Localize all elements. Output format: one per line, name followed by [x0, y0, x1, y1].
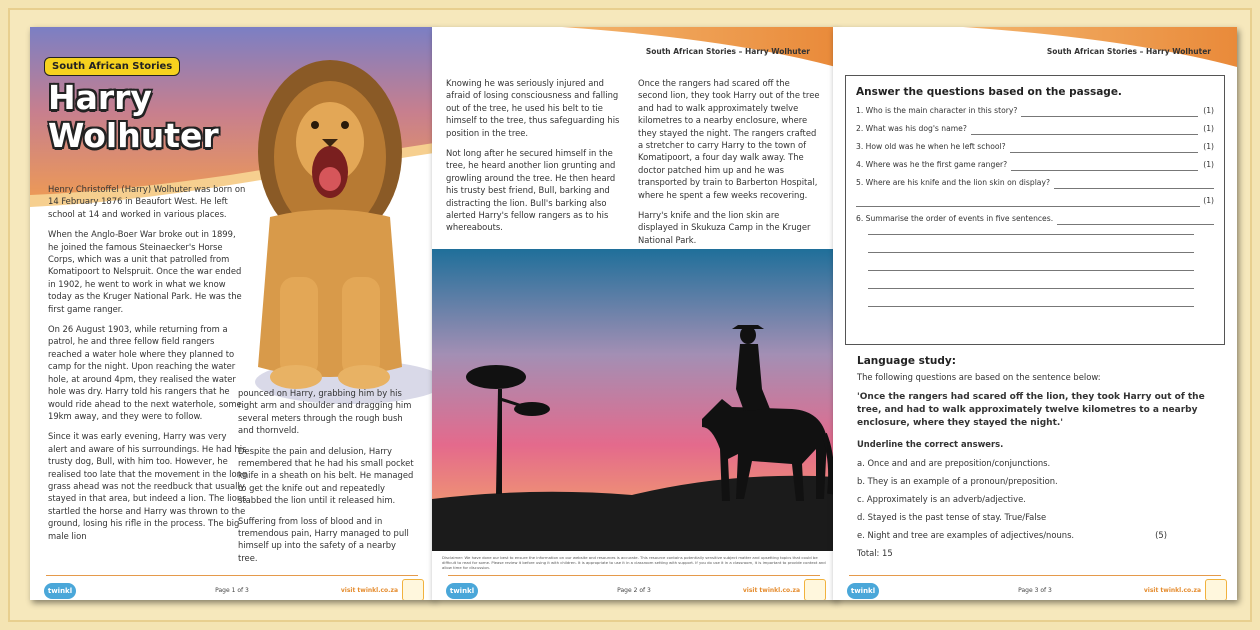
question-text: 1. Who is the main character in this story? [856, 106, 1018, 115]
quoted-sentence: 'Once the rangers had scared off the lion, they took Harry out of the tree, and had to walk approximately twelve kilometres to a nearby enclosure, where they stayed the night.' [857, 392, 1205, 429]
question-text: 2. What was his dog's name? [856, 124, 967, 133]
page-1-left-column [48, 183, 248, 550]
page-footer [833, 585, 1237, 600]
footer-rule [448, 575, 820, 576]
question-mark: (1) [1203, 106, 1214, 115]
question-item [856, 212, 1214, 230]
paragraph: Despite the pain and delusion, Harry remembered that he had his small pocket knife in a sheath on his belt. He managed to get the knife out and repeatedly stabbed the lion until it released him. [238, 445, 414, 506]
question-item [856, 140, 1214, 158]
footer-rule [849, 575, 1221, 576]
page-2-right-column [638, 77, 820, 254]
page-2-left-column [446, 77, 626, 242]
language-item-text: c. Approximately is an adverb/adjective. [857, 493, 1026, 504]
page-number: Page 3 of 3 [1018, 587, 1052, 594]
paragraph: On 26 August 1903, while returning from a patrol, he and three fellow field rangers reached a water hole where they planned to camp for the night. Upon reaching the water hole, at around 4pm, they realised the water hole was dry. Harry told his rangers that he would ride ahead to the next waterhole, some 19km away, and they were to follow. [48, 324, 242, 421]
question-text: 6. Summarise the order of events in five sentences. [856, 214, 1054, 223]
visit-link[interactable]: visit twinkl.co.za [340, 587, 398, 594]
language-item [857, 529, 1207, 547]
page-3 [833, 27, 1237, 600]
question-text: 3. How old was he when he left school? [856, 142, 1006, 151]
quality-badge-icon [804, 579, 826, 600]
question-mark: (1) [1203, 142, 1214, 151]
paragraph: Henry Christoffel (Harry) Wolhuter was born on 14 February 1876 in Beaufort West. He left school at 14 and worked in various places. [48, 184, 246, 219]
answer-rule[interactable] [1057, 224, 1214, 225]
visit-link[interactable]: visit twinkl.co.za [1143, 587, 1201, 594]
running-header: South African Stories – Harry Wolhuter [645, 47, 810, 56]
sunset-illustration [432, 249, 836, 551]
paragraph: Since it was early evening, Harry was very alert and aware of his surroundings. He had his trusty dog, Bull, with him too. However, he realised too late that the movement in the long grass ahead was not the reedbuck that usually stayed in that area, but indeed a lion. The lions startled the horse and Harry was thrown to the ground, losing his rifle in the process. The big male lion [48, 431, 248, 541]
visit-link[interactable]: visit twinkl.co.za [742, 587, 800, 594]
answer-rule[interactable] [1021, 116, 1198, 117]
language-item [857, 475, 1207, 493]
running-header: South African Stories – Harry Wolhuter [1046, 47, 1211, 56]
story-title [48, 79, 219, 155]
page-1 [30, 27, 434, 600]
paragraph: Once the rangers had scared off the second lion, they took Harry out of the tree and had to walk approximately twelve kilometres to a nearby enclosure, where they stayed the night. The rangers crafted a stretcher to carry Harry to the town of Komatipoort, a four day walk away. The doctor patched him up and he was transported by train to Barberton Hospital, where he spent a few weeks recovering. [638, 78, 820, 200]
questions-box [845, 75, 1225, 345]
language-study [857, 355, 1207, 559]
twinkl-logo[interactable]: twinkl [44, 583, 76, 599]
language-item-text: b. They is an example of a pronoun/preposition. [857, 475, 1058, 486]
paragraph: pounced on Harry, grabbing him by his right arm and shoulder and dragging him several meters through the rough bush and thornveld. [238, 388, 412, 436]
language-item [857, 457, 1207, 475]
page-2 [432, 27, 836, 600]
language-mark: (5) [1155, 529, 1167, 540]
quality-badge-icon [402, 579, 424, 600]
answer-line [868, 252, 1194, 253]
page-footer [432, 585, 836, 600]
paragraph: When the Anglo-Boer War broke out in 1899, he joined the famous Steinaecker's Horse Corps, which was a unit that patrolled from Komatipoort to Nelspruit. Once the war ended in 1902, he went to work in what we know today as the Kruger National Park. He was the first game ranger. [48, 229, 242, 314]
question-text: 5. Where are his knife and the lion skin on display? [856, 178, 1050, 187]
language-item-text: e. Night and tree are examples of adjectives/nouns. [857, 529, 1075, 540]
answer-line [868, 306, 1194, 307]
page-number: Page 1 of 3 [215, 587, 249, 594]
paragraph: Knowing he was seriously injured and afraid of losing consciousness and falling out of the tree, he used his belt to tie himself to the tree, thus safeguarding his position in the tree. [446, 78, 620, 138]
question-text: 4. Where was he the first game ranger? [856, 160, 1008, 169]
language-item [857, 511, 1207, 529]
question-item [856, 104, 1214, 122]
question-continuation [856, 194, 1214, 212]
twinkl-logo[interactable]: twinkl [446, 583, 478, 599]
answer-line [868, 288, 1194, 289]
footer-rule [46, 575, 418, 576]
answer-rule[interactable] [1010, 152, 1198, 153]
quality-badge-icon [1205, 579, 1227, 600]
page-1-right-column [238, 387, 414, 572]
answer-line [868, 270, 1194, 271]
paragraph: Not long after he secured himself in the tree, he heard another lion grunting and growling around the tree. He then heard his trusty best friend, Bull, barking and distracting the lion. Bull's barking also alerted Harry's fellow rangers as to his whereabouts. [446, 148, 616, 233]
lion-illustration [258, 60, 402, 389]
question-list [856, 104, 1214, 230]
questions-heading: Answer the questions based on the passage. [856, 86, 1122, 98]
answer-line [868, 234, 1194, 235]
language-intro: The following questions are based on the sentence below: [857, 372, 1101, 382]
page-number: Page 2 of 3 [617, 587, 651, 594]
total-marks: Total: 15 [857, 547, 893, 558]
question-mark: (1) [1203, 196, 1214, 205]
language-heading: Language study: [857, 355, 956, 367]
answer-rule[interactable] [971, 134, 1198, 135]
paragraph: Suffering from loss of blood and in tremendous pain, Harry managed to pull himself up into the safety of a nearby tree. [238, 515, 409, 563]
title-line-2: Wolhuter [48, 116, 219, 155]
language-item [857, 493, 1207, 511]
answer-rule[interactable] [1054, 188, 1214, 189]
series-badge: South African Stories [44, 57, 180, 76]
language-item-text: d. Stayed is the past tense of stay. True/False [857, 511, 1047, 522]
paragraph: Harry's knife and the lion skin are displayed in Skukuza Camp in the Kruger National Park. [638, 210, 811, 245]
disclaimer-text: Disclaimer: We have done our best to ensure the information on our website and resources is accurate. This resource contains potentially sensitive subject matter and upsetting topics that could be difficult to read for some. Please review it before using it with children. It is appropriate to use it in a classroom setting with support. If you do use it in a classroom, it is important to provide context and allow time for discussion. [442, 555, 826, 570]
question-item [856, 176, 1214, 194]
page-footer [30, 585, 434, 600]
language-items [857, 457, 1207, 547]
twinkl-logo[interactable]: twinkl [847, 583, 879, 599]
answer-rule[interactable] [856, 206, 1200, 207]
question-item [856, 158, 1214, 176]
language-item-text: a. Once and and are preposition/conjunctions. [857, 457, 1051, 468]
question-mark: (1) [1203, 160, 1214, 169]
underline-instruction: Underline the correct answers. [857, 439, 1004, 450]
question-mark: (1) [1203, 124, 1214, 133]
answer-rule[interactable] [1011, 170, 1198, 171]
question-item [856, 122, 1214, 140]
title-line-1: Harry [48, 78, 152, 117]
